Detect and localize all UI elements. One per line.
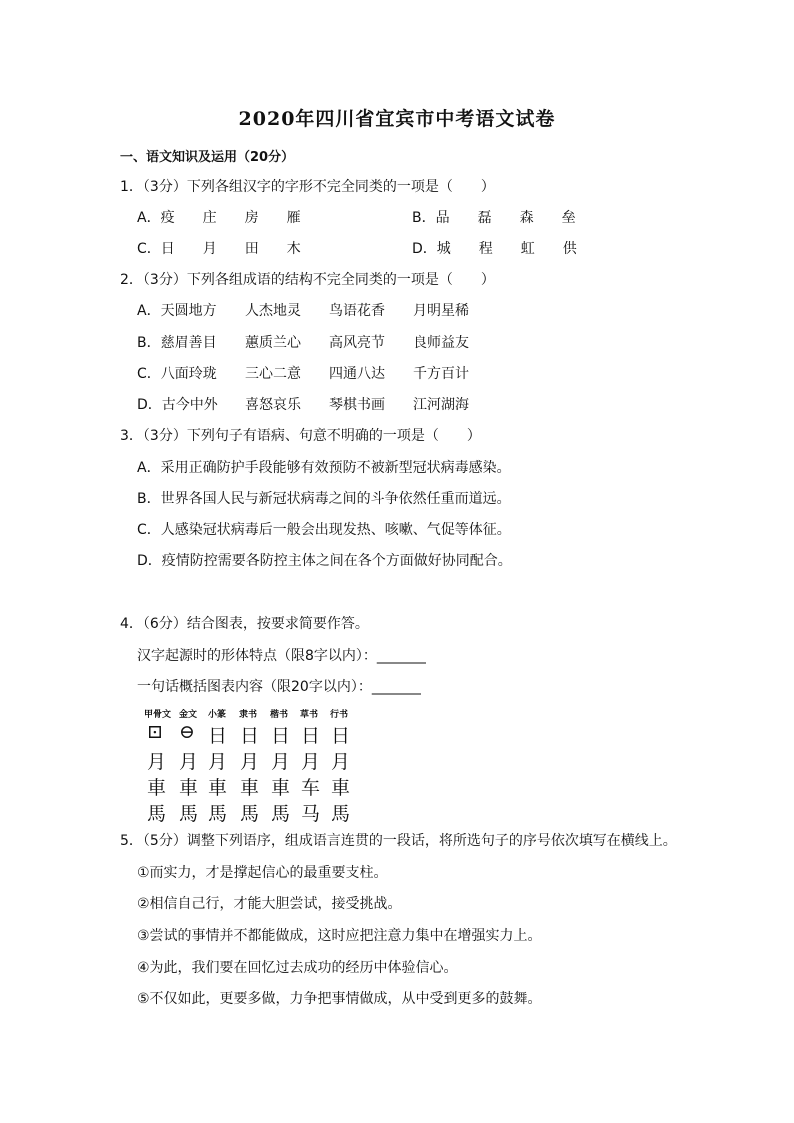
glyph-cell: 日: [271, 725, 291, 747]
idiom: B．慈眉善目: [137, 335, 217, 351]
q1-option-a: A．疫 庄 房 雁: [137, 210, 301, 226]
glyph-cell: 馬: [331, 803, 351, 825]
column-header: 行书: [330, 710, 349, 720]
glyph-cell: ⊖: [179, 721, 195, 743]
glyph-cell: 馬: [179, 803, 199, 825]
idiom: 琴棋书画: [329, 397, 385, 413]
glyph-cell: 车: [301, 777, 321, 799]
idiom: 喜怒哀乐: [245, 397, 301, 413]
idiom: 人杰地灵: [245, 303, 301, 319]
q3-option-b: B．世界各国人民与新冠状病毒之间的斗争依然任重而道远。: [137, 491, 511, 507]
q2-option-c: [137, 363, 469, 383]
q3-option-c: C．人感染冠状病毒后一般会出现发热、咳嗽、气促等体征。: [137, 522, 511, 538]
idiom: 良师益友: [413, 335, 469, 351]
glyph-cell: 月: [147, 751, 167, 773]
idiom: 蕙质兰心: [245, 335, 301, 351]
q1-option-b: B．品 磊 森 垒: [412, 210, 576, 226]
glyph-cell: 月: [208, 751, 228, 773]
glyph-cell: 日: [301, 725, 321, 747]
glyph-cell: 車: [240, 777, 260, 799]
q5-sentence-4: ④为此，我们要在回忆过去成功的经历中体验信心。: [137, 960, 458, 976]
glyph-cell: 車: [208, 777, 228, 799]
q3-option-d: D．疫情防控需要各防控主体之间在各个方面做好协同配合。: [137, 553, 512, 569]
column-header: 小篆: [208, 710, 227, 720]
glyph-cell: 月: [240, 751, 260, 773]
column-header: 甲骨文: [144, 710, 172, 720]
q5-sentence-3: ③尝试的事情并不都能做成，这时应把注意力集中在增强实力上。: [137, 928, 542, 944]
q4-stem: 4．（6分）结合图表，按要求简要作答。: [120, 616, 369, 632]
q4-subquestion-1: 汉字起源时的形体特点（限8字以内）：_______: [137, 648, 426, 664]
q2-stem: 2．（3分）下列各组成语的结构不完全同类的一项是（ ）: [120, 272, 495, 288]
idiom: C．八面玲珑: [137, 366, 217, 382]
idiom: 月明星稀: [413, 303, 469, 319]
glyph-cell: 日: [331, 725, 351, 747]
q2-option-d: [137, 394, 469, 414]
column-header: 楷书: [270, 710, 289, 720]
q3-option-a: A．采用正确防护手段能够有效预防不被新型冠状病毒感染。: [137, 460, 511, 476]
idiom: 三心二意: [245, 366, 301, 382]
column-header: 草书: [300, 710, 319, 720]
glyph-cell: 月: [331, 751, 351, 773]
idiom: A．天圆地方: [137, 303, 217, 319]
q4-subquestion-2: 一句话概括图表内容（限20字以内）：_______: [137, 679, 421, 695]
q2-option-a: [137, 300, 469, 320]
glyph-cell: 馬: [240, 803, 260, 825]
glyph-cell: 日: [240, 725, 260, 747]
column-header: 金文: [179, 710, 198, 720]
page-title: 2020年四川省宜宾市中考语文试卷: [238, 108, 556, 130]
glyph-cell: 車: [271, 777, 291, 799]
q1-option-c: C．日 月 田 木: [137, 241, 301, 257]
q2-option-b: [137, 332, 469, 352]
idiom: 高风亮节: [329, 335, 385, 351]
glyph-cell: 車: [179, 777, 199, 799]
section-heading: 一、语文知识及运用（20分）: [120, 150, 295, 165]
glyph-cell: 車: [147, 777, 167, 799]
idiom: 江河湖海: [413, 397, 469, 413]
glyph-cell: 马: [301, 803, 321, 825]
q5-stem: 5．（5分）调整下列语序，组成语言连贯的一段话，将所选句子的序号依次填写在横线上。: [120, 833, 677, 849]
glyph-cell: 月: [271, 751, 291, 773]
idiom: 鸟语花香: [329, 303, 385, 319]
glyph-cell: 車: [331, 777, 351, 799]
q1-option-d: D．城 程 虹 供: [412, 241, 577, 257]
idiom: 四通八达: [329, 366, 385, 382]
glyph-cell: 馬: [271, 803, 291, 825]
glyph-cell: 日: [208, 725, 228, 747]
q5-sentence-1: ①而实力，才是撑起信心的最重要支柱。: [137, 865, 388, 881]
q3-stem: 3．（3分）下列句子有语病、句意不明确的一项是（ ）: [120, 428, 481, 444]
glyph-cell: ⊡: [147, 721, 163, 743]
idiom: D．古今中外: [137, 397, 218, 413]
column-header: 隶书: [239, 710, 258, 720]
glyph-cell: 馬: [208, 803, 228, 825]
q5-sentence-2: ②相信自己行，才能大胆尝试，接受挑战。: [137, 896, 402, 912]
q5-sentence-5: ⑤不仅如此，更要多做，力争把事情做成，从中受到更多的鼓舞。: [137, 991, 542, 1007]
glyph-cell: 月: [301, 751, 321, 773]
glyph-cell: 月: [179, 751, 199, 773]
idiom: 千方百计: [413, 366, 469, 382]
glyph-cell: 馬: [147, 803, 167, 825]
q1-stem: 1．（3分）下列各组汉字的字形不完全同类的一项是（ ）: [120, 179, 495, 195]
